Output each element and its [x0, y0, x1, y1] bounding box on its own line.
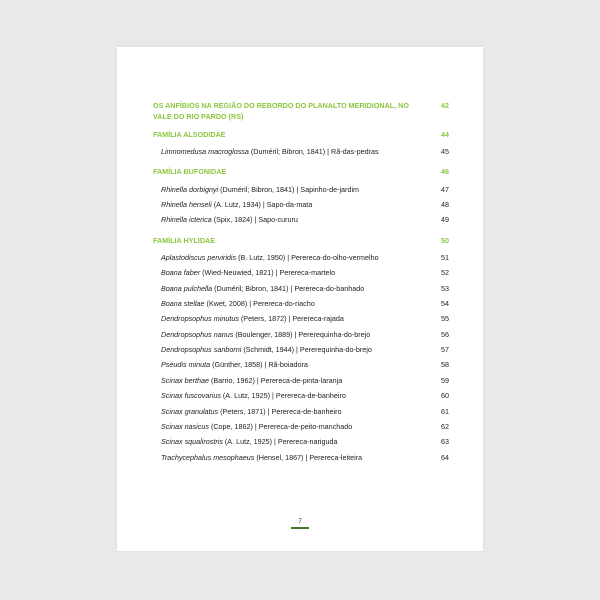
- entry-text: [161, 360, 308, 369]
- species-name: Rhinella henseli: [161, 199, 212, 209]
- entry-text: [161, 407, 341, 416]
- toc-entry[interactable]: [153, 197, 449, 212]
- section-title: FAMÍLIA HYLIDAE: [153, 235, 216, 245]
- entry-page: 45: [441, 147, 449, 157]
- species-details: (Boulenger, 1889) | Pererequinha-do-brejo: [233, 329, 371, 339]
- species-name: Dendropsophus sanborni: [161, 345, 242, 355]
- toc-entry[interactable]: [153, 450, 449, 465]
- section-title: OS ANFÍBIOS NA REGIÃO DO REBORDO DO PLANALTO MERIDIONAL, NO VALE DO RIO PARDO (RS): [153, 101, 409, 121]
- entry-page: 49: [441, 215, 449, 225]
- species-name: Scinax squalirostris: [161, 437, 223, 447]
- species-name: Limnomedusa macroglossa: [161, 147, 249, 157]
- entry-text: [161, 200, 312, 209]
- section-page: 46: [441, 167, 449, 177]
- species-name: Scinax berthae: [161, 375, 209, 385]
- toc-section-intro[interactable]: [153, 101, 449, 122]
- species-name: Rhinella icterica: [161, 215, 212, 225]
- entry-page: 64: [441, 452, 449, 462]
- toc-entry[interactable]: [153, 342, 449, 357]
- entry-page: 47: [441, 184, 449, 194]
- species-details: (A. Lutz, 1934) | Sapo-da-mata: [211, 199, 313, 209]
- species-name: Boana stellae: [161, 298, 205, 308]
- species-details: (Duméril; Bibron, 1841) | Sapinho-de-jardim: [218, 184, 360, 194]
- species-name: Aplastodiscus perviridis: [161, 252, 237, 262]
- species-name: Scinax fuscovarius: [161, 391, 221, 401]
- page-footer: [117, 510, 483, 529]
- entry-text: [161, 185, 359, 194]
- toc-entry[interactable]: [153, 434, 449, 449]
- entry-text: [161, 253, 379, 262]
- page-number: 7: [291, 518, 309, 529]
- species-details: (Peters, 1871) | Perereca-de-banheiro: [218, 406, 342, 416]
- species-details: (Barrio, 1962) | Perereca-de-pinta-laranja: [208, 375, 343, 385]
- species-details: (A. Lutz, 1925) | Perereca-de-banheiro: [220, 391, 346, 401]
- entry-page: 58: [441, 360, 449, 370]
- entry-text: [161, 376, 342, 385]
- table-of-contents: [153, 101, 449, 465]
- entry-page: 59: [441, 375, 449, 385]
- species-details: (A. Lutz, 1925) | Perereca-nariguda: [222, 437, 338, 447]
- entry-page: 62: [441, 422, 449, 432]
- species-name: Scinax granulatus: [161, 406, 219, 416]
- section-title: FAMÍLIA BUFONIDAE: [153, 167, 227, 177]
- entry-text: [161, 345, 372, 354]
- entry-text: [161, 453, 362, 462]
- species-name: Dendropsophus nanus: [161, 329, 234, 339]
- species-name: Rhinella dorbignyi: [161, 184, 219, 194]
- toc-entry[interactable]: [153, 250, 449, 265]
- entry-text: [161, 391, 346, 400]
- species-name: Boana faber: [161, 268, 201, 278]
- section-page: 50: [441, 235, 449, 245]
- entry-page: 54: [441, 298, 449, 308]
- entry-page: 55: [441, 314, 449, 324]
- species-details: (Duméril; Bibron, 1841) | Rã-das-pedras: [248, 147, 379, 157]
- species-name: Trachycephalus mesophaeus: [161, 452, 255, 462]
- entry-page: 57: [441, 345, 449, 355]
- toc-entry[interactable]: [153, 403, 449, 418]
- book-page: [117, 47, 483, 551]
- toc-entry[interactable]: [153, 373, 449, 388]
- toc-entry[interactable]: [153, 357, 449, 372]
- entry-text: [161, 215, 298, 224]
- toc-entry[interactable]: [153, 296, 449, 311]
- toc-section-bufonidae[interactable]: [153, 166, 449, 177]
- species-details: (Günther, 1858) | Rã-boiadora: [210, 360, 308, 370]
- entry-text: [161, 314, 344, 323]
- species-details: (Peters, 1872) | Perereca-rajada: [238, 314, 344, 324]
- species-name: Scinax nasicus: [161, 422, 209, 432]
- toc-entry[interactable]: [153, 327, 449, 342]
- section-page: 42: [441, 101, 449, 110]
- entry-page: 61: [441, 406, 449, 416]
- toc-section-hylidae[interactable]: [153, 235, 449, 246]
- entry-text: [161, 330, 370, 339]
- toc-entry[interactable]: [153, 144, 449, 159]
- entry-page: 53: [441, 283, 449, 293]
- entry-page: 48: [441, 199, 449, 209]
- species-details: (Schmidt, 1944) | Pererequinha-do-brejo: [241, 345, 372, 355]
- toc-entry[interactable]: [153, 280, 449, 295]
- species-details: (B. Lutz, 1950) | Perereca-do-olho-vermelho: [236, 252, 379, 262]
- toc-section-alsodidae[interactable]: [153, 129, 449, 140]
- species-name: Pseudis minuta: [161, 360, 211, 370]
- entry-text: [161, 422, 352, 431]
- entry-page: 51: [441, 252, 449, 262]
- entry-text: [161, 147, 379, 156]
- species-name: Dendropsophus minutus: [161, 314, 239, 324]
- toc-entry[interactable]: [153, 388, 449, 403]
- section-page: 44: [441, 130, 449, 139]
- toc-entry[interactable]: [153, 212, 449, 227]
- species-details: (Wied-Neuwied, 1821) | Perereca-martelo: [200, 268, 336, 278]
- entry-text: [161, 437, 337, 446]
- entry-page: 52: [441, 268, 449, 278]
- species-name: Boana pulchella: [161, 283, 213, 293]
- species-details: (Hensel, 1867) | Perereca-leiteira: [254, 452, 363, 462]
- species-details: (Kwet, 2008) | Perereca-do-riacho: [204, 298, 315, 308]
- species-details: (Duméril; Bibron, 1841) | Perereca-do-banhado: [212, 283, 365, 293]
- entry-text: [161, 299, 315, 308]
- entry-text: [161, 284, 364, 293]
- entry-page: 60: [441, 391, 449, 401]
- section-title: FAMÍLIA ALSODIDAE: [153, 130, 226, 139]
- species-details: (Cope, 1862) | Perereca-de-peito-manchado: [208, 422, 353, 432]
- entry-text: [161, 268, 335, 277]
- entry-page: 63: [441, 437, 449, 447]
- entry-page: 56: [441, 329, 449, 339]
- species-details: (Spix, 1824) | Sapo-cururu: [211, 215, 298, 225]
- toc-entry[interactable]: [153, 265, 449, 280]
- toc-entry[interactable]: [153, 419, 449, 434]
- toc-entry[interactable]: [153, 311, 449, 326]
- toc-entry[interactable]: [153, 181, 449, 196]
